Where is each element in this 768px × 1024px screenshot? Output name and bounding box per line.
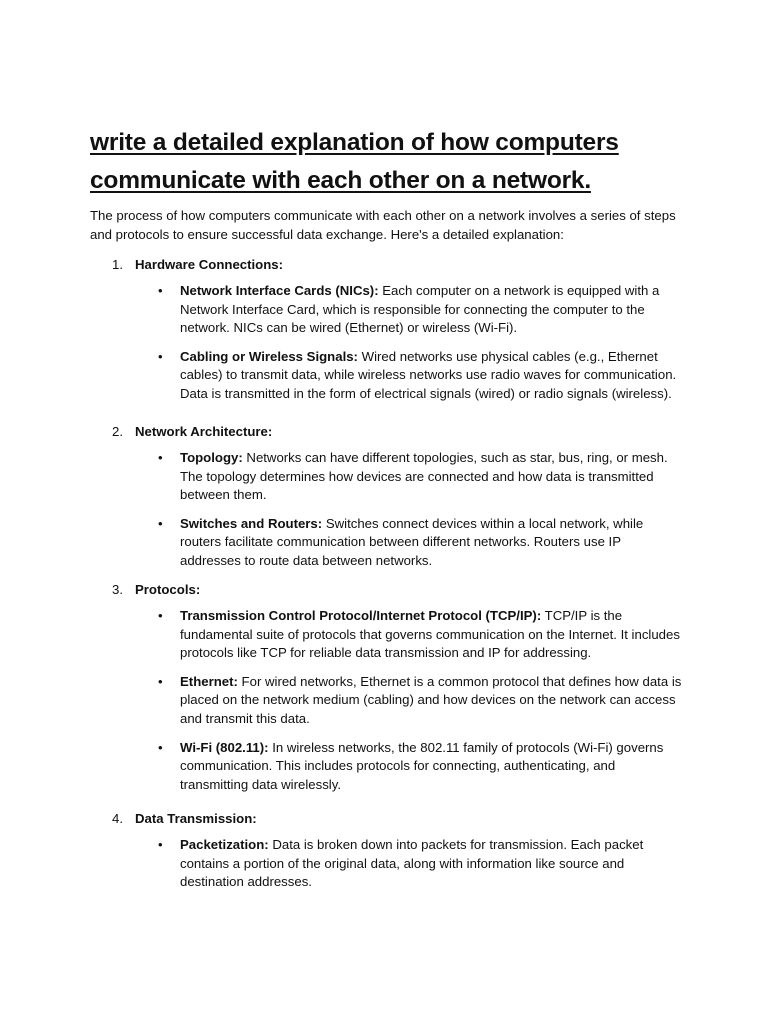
- item-term: Topology:: [180, 450, 243, 465]
- list-item: [90, 449, 685, 505]
- bullet-icon: •: [158, 837, 163, 852]
- item-text: Data is broken down into packets for transmission. Each packet contains a portion of the original data, along with information like source and destination addresses.: [180, 837, 644, 890]
- section-heading: Protocols:: [135, 582, 201, 597]
- item-text: TCP/IP is the fundamental suite of protocols that governs communication on the Internet. It includes protocols like TCP for reliable data transmission and IP for addressing.: [180, 608, 680, 661]
- item-text: Switches connect devices within a local network, while routers facilitate communication between different networks. Routers use IP addresses to route data between networks.: [180, 515, 644, 568]
- section-heading: Data Transmission:: [135, 811, 257, 826]
- list-item: [90, 739, 685, 795]
- item-text: Wired networks use physical cables (e.g., Ethernet cables) to transmit data, while wireless networks use radio waves for communication. Data is transmitted in the form of electrical signals (wired) or radio signals (wireless).: [180, 348, 677, 401]
- item-term: Wi-Fi (802.11):: [180, 739, 269, 755]
- item-term: Transmission Control Protocol/Internet Protocol (TCP/IP):: [180, 608, 542, 623]
- item-term: Network Interface Cards (NICs):: [180, 283, 379, 298]
- bullet-list: [90, 282, 690, 404]
- bullet-icon: •: [158, 283, 163, 298]
- item-text: In wireless networks, the 802.11 family of protocols (Wi-Fi) governs communication. This includes protocols for connecting, authenticating, and transmitting data wirelessly.: [180, 739, 664, 792]
- bullet-icon: •: [158, 450, 163, 465]
- section-number: 4.: [112, 811, 123, 826]
- section-heading: Hardware Connections:: [135, 257, 284, 272]
- section-number: 2.: [112, 424, 123, 439]
- bullet-list: [90, 836, 690, 892]
- item-text: Each computer on a network is equipped with a Network Interface Card, which is responsible for connecting the computer to the network. NICs can be wired (Ethernet) or wireless (Wi-Fi).: [180, 283, 660, 336]
- item-text: For wired networks, Ethernet is a common protocol that defines how data is placed on the network medium (cabling) and how devices on the network can access and transmit this data.: [180, 673, 682, 726]
- item-term: Packetization:: [180, 837, 269, 852]
- list-item: [90, 607, 685, 663]
- list-item: [90, 515, 685, 571]
- item-text: Networks can have different topologies, such as star, bus, ring, or mesh. The topology determines how devices are connected and how data is transmitted between them.: [180, 450, 668, 503]
- bullet-icon: •: [158, 608, 163, 623]
- bullet-icon: •: [158, 515, 163, 531]
- bullet-icon: •: [158, 673, 163, 689]
- item-term: Ethernet:: [180, 673, 238, 689]
- section-heading: Network Architecture:: [135, 424, 273, 439]
- bullet-list: [90, 449, 690, 571]
- item-term: Cabling or Wireless Signals:: [180, 348, 358, 364]
- bullet-icon: •: [158, 348, 163, 364]
- list-section-network-architecture: [90, 422, 690, 580]
- document-title: write a detailed explanation of how computers communicate with each other on a network.: [90, 129, 619, 194]
- bullet-list: [90, 607, 690, 794]
- list-item: [90, 348, 685, 404]
- item-term: Switches and Routers:: [180, 515, 323, 531]
- section-number: 1.: [112, 257, 123, 272]
- list-item: [90, 836, 685, 892]
- list-item: [90, 673, 685, 729]
- section-number: 3.: [112, 582, 123, 597]
- list-section-data-transmission: [90, 809, 690, 892]
- numbered-list: [90, 255, 690, 902]
- list-item: [90, 282, 685, 338]
- list-section-protocols: [90, 580, 690, 809]
- bullet-icon: •: [158, 739, 163, 755]
- list-section-hardware-connections: [90, 255, 690, 422]
- intro-paragraph: The process of how computers communicate with each other on a network involves a series of steps and protocols to ensure successful data exchange. Here's a detailed explanation:: [90, 208, 676, 242]
